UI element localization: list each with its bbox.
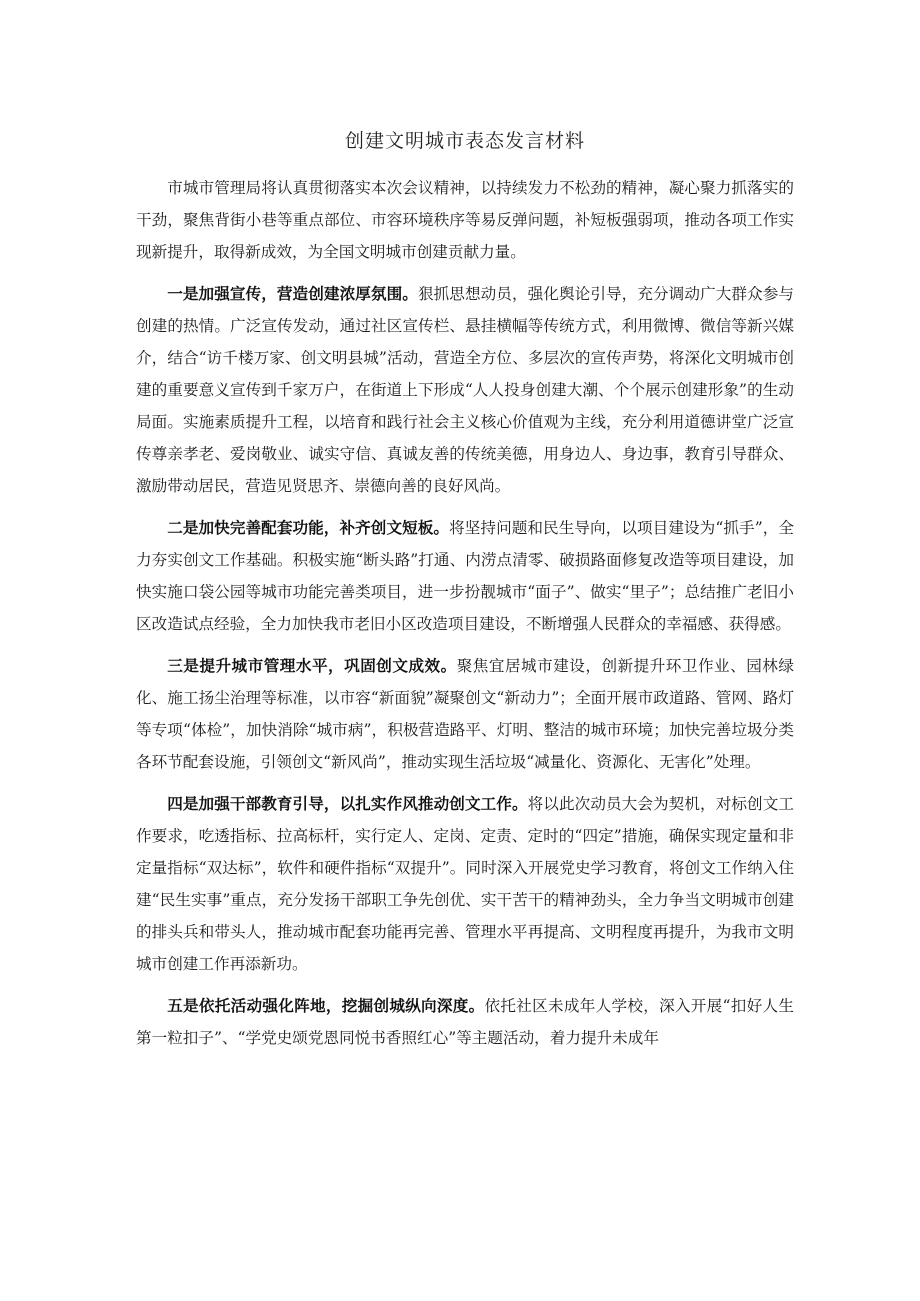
section-heading-5: 五是依托活动强化阵地，挖掘创城纵向深度。 [167,996,485,1015]
section-heading-4: 四是加强干部教育引导，以扎实作风推动创文工作。 [167,794,528,813]
section-paragraph-5 [136,990,794,1054]
section-body-2: 将坚持问题和民生导向，以项目建设为“抓手”，全力夯实创文工作基础。积极实施“断头路”打通、内涝点清零、破损路面修复改造等项目建设，加快实施口袋公园等城市功能完善类项目，进一步扮靓城市“面子”、做实“里子”；总结推广老旧小区改造试点经验，全力加快我市老旧小区改造项目建设，不断增强人民群众的幸福感、获得感。 [136,519,794,633]
section-paragraph-2 [136,512,794,640]
section-body-4: 将以此次动员大会为契机，对标创文工作要求，吃透指标、拉高标杆，实行定人、定岗、定责、定时的“四定”措施，确保实现定量和非定量指标“双达标”，软件和硬件指标“双提升”。同时深入开展党史学习教育，将创文工作纳入住建“民生实事”重点，充分发扬干部职工争先创优、实干苦干的精神劲头，全力争当文明城市创建的排头兵和带头人，推动城市配套功能再完善、管理水平再提高、文明程度再提升，为我市文明城市创建工作再添新功。 [136,795,794,973]
section-paragraph-3 [136,650,794,778]
section-body-3: 聚焦宜居城市建设，创新提升环卫作业、园林绿化、施工扬尘治理等标准，以市容“新面貌”凝聚创文“新动力”；全面开展市政道路、管网、路灯等专项“体检”，加快消除“城市病”，积极营造路平、灯明、整洁的城市环境；加快完善垃圾分类各环节配套设施，引领创文“新风尚”，推动实现生活垃圾“减量化、资源化、无害化”处理。 [136,657,794,771]
section-paragraph-1 [136,278,794,502]
section-heading-3: 三是提升城市管理水平，巩固创文成效。 [167,656,457,675]
section-heading-1: 一是加强宣传，营造创建浓厚氛围。 [167,284,418,303]
section-body-1: 狠抓思想动员，强化舆论引导，充分调动广大群众参与创建的热情。广泛宣传发动，通过社区宣传栏、悬挂横幅等传统方式，利用微博、微信等新兴媒介，结合“访千楼万家、创文明县城”活动，营造全方位、多层次的宣传声势，将深化文明城市创建的重要意义宣传到千家万户，在街道上下形成“人人投身创建大潮、个个展示创建形象”的生动局面。实施素质提升工程，以培育和践行社会主义核心价值观为主线，充分利用道德讲堂广泛宣传尊亲孝老、爱岗敬业、诚实守信、真诚友善的传统美德，用身边人、身边事，教育引导群众、激励带动居民，营造见贤思齐、崇德向善的良好风尚。 [136,285,794,495]
intro-paragraph: 市城市管理局将认真贯彻落实本次会议精神，以持续发力不松劲的精神，凝心聚力抓落实的干劲，聚焦背街小巷等重点部位、市容环境秩序等易反弹问题，补短板强弱项，推动各项工作实现新提升，取得新成效，为全国文明城市创建贡献力量。 [136,179,794,261]
section-heading-2: 二是加快完善配套功能，补齐创文短板。 [167,518,450,537]
section-paragraph-4 [136,788,794,980]
document-title: 创建文明城市表态发言材料 [344,130,585,152]
section-body-5: 依托社区未成年人学校，深入开展“扣好人生第一粒扣子”、“学党史颂党恩同悦书香照红心”等主题活动，着力提升未成年 [136,997,794,1047]
